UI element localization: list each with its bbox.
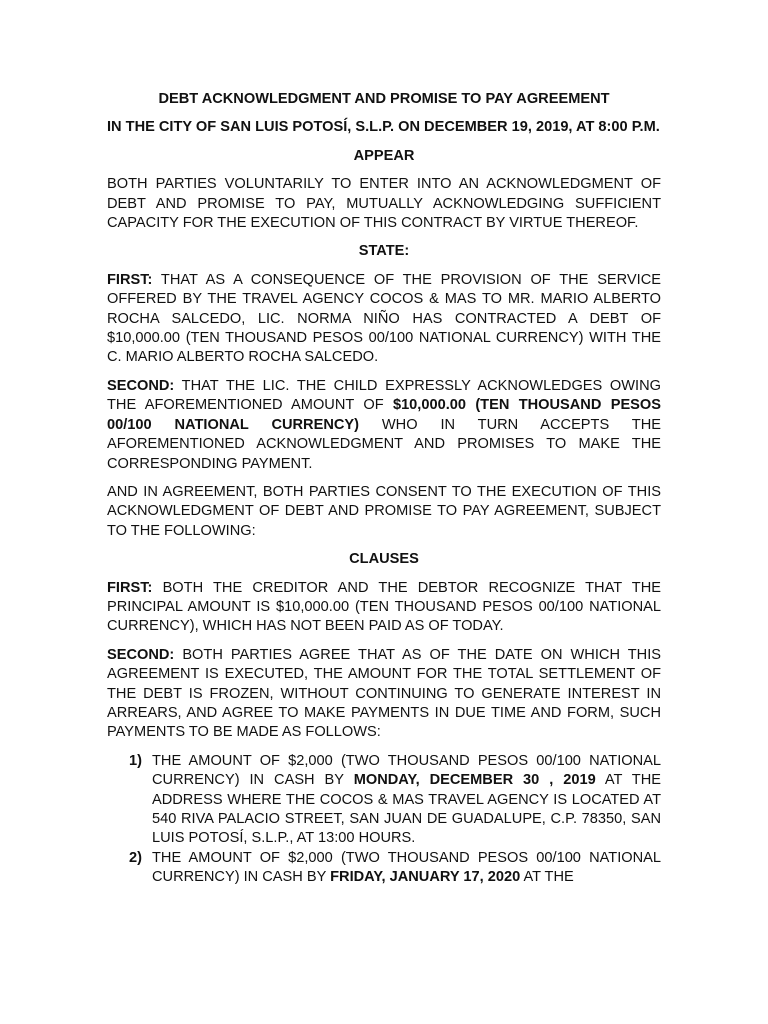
state-second-text-b: WHO IN TURN ACCEPTS THE AFOREMENTIONED ACKNOWLEDGMENT AND PROMISES TO MAKE THE CORRESPONDING PAYMENT. xyxy=(107,416,661,472)
payment-date: MONDAY, DECEMBER 30 , 2019 xyxy=(353,772,596,789)
state-second-text-a: THAT THE LIC. THE CHILD EXPRESSLY ACKNOWLEDGES OWING THE AFOREMENTIONED AMOUNT OF xyxy=(107,377,661,414)
clause-first-label: FIRST: xyxy=(107,579,153,596)
place-date-line: IN THE CITY OF SAN LUIS POTOSÍ, S.L.P. ON DECEMBER 19, 2019, AT 8:00 P.M. xyxy=(107,119,660,136)
payment-date: FRIDAY, JANUARY 17, 2020 xyxy=(330,869,521,886)
payment-item xyxy=(107,849,661,888)
state-first-label: FIRST: xyxy=(107,271,153,288)
state-second-amount: $10,000.00 (TEN THOUSAND PESOS 00/100 NATIONAL CURRENCY) xyxy=(107,397,661,433)
clause-first-paragraph xyxy=(107,579,661,637)
payment-number: 2) xyxy=(129,849,142,866)
appear-paragraph: BOTH PARTIES VOLUNTARILY TO ENTER INTO AN ACKNOWLEDGMENT OF DEBT AND PROMISE TO PAY, MUTUALLY ACKNOWLEDGING SUFFICIENT CAPACITY FOR THE EXECUTION OF THIS CONTRACT BY VIRTUE THEREOF. xyxy=(107,176,661,232)
clause-second-text: BOTH PARTIES AGREE THAT AS OF THE DATE ON WHICH THIS AGREEMENT IS EXECUTED, THE AMOUNT FOR THE TOTAL SETTLEMENT OF THE DEBT IS FROZEN, WITHOUT CONTINUING TO GENERATE INTEREST IN ARREARS, AND AGREE TO MAKE PAYMENTS IN DUE TIME AND FORM, SUCH PAYMENTS TO BE MADE AS FOLLOWS: xyxy=(107,646,661,741)
state-first-paragraph xyxy=(107,271,661,368)
payment-list xyxy=(107,752,661,888)
clauses-heading: CLAUSES xyxy=(349,551,419,568)
agreement-paragraph: AND IN AGREEMENT, BOTH PARTIES CONSENT TO THE EXECUTION OF THIS ACKNOWLEDGMENT OF DEBT AND PROMISE TO PAY AGREEMENT, SUBJECT TO THE FOLLOWING: xyxy=(107,483,661,539)
payment-item xyxy=(107,752,661,849)
payment-text-b: AT THE xyxy=(520,869,574,886)
state-second-paragraph xyxy=(107,377,661,474)
appear-heading: APPEAR xyxy=(353,147,415,164)
document-title: DEBT ACKNOWLEDGMENT AND PROMISE TO PAY AGREEMENT xyxy=(158,91,610,107)
state-second-label: SECOND: xyxy=(107,377,175,394)
payment-number: 1) xyxy=(129,752,142,769)
clause-second-label: SECOND: xyxy=(107,646,175,663)
payment-text-a: THE AMOUNT OF $2,000 (TWO THOUSAND PESOS 00/100 NATIONAL CURRENCY) IN CASH BY xyxy=(152,849,661,886)
clause-first-text: BOTH THE CREDITOR AND THE DEBTOR RECOGNIZE THAT THE PRINCIPAL AMOUNT IS $10,000.00 (TEN THOUSAND PESOS 00/100 NATIONAL CURRENCY), WHICH HAS NOT BEEN PAID AS OF TODAY. xyxy=(107,579,661,635)
payment-text-b: AT THE ADDRESS WHERE THE COCOS & MAS TRAVEL AGENCY IS LOCATED AT 540 RIVA PALACIO STREET, SAN JUAN DE GUADALUPE, C.P. 78350, SAN LUIS POTOSÍ, S.L.P., AT 13:00 HOURS. xyxy=(152,772,661,847)
state-first-text: THAT AS A CONSEQUENCE OF THE PROVISION OF THE SERVICE OFFERED BY THE TRAVEL AGENCY COCOS & MAS TO MR. MARIO ALBERTO ROCHA SALCEDO, LIC. NORMA NIÑO HAS CONTRACTED A DEBT OF $10,000.00 (TEN THOUSAND PESOS 00/100 NATIONAL CURRENCY) WITH THE C. MARIO ALBERTO ROCHA SALCEDO. xyxy=(107,271,661,366)
clause-second-paragraph xyxy=(107,646,661,743)
state-heading: STATE: xyxy=(358,243,410,260)
payment-text-a: THE AMOUNT OF $2,000 (TWO THOUSAND PESOS 00/100 NATIONAL CURRENCY) IN CASH BY xyxy=(152,752,661,789)
